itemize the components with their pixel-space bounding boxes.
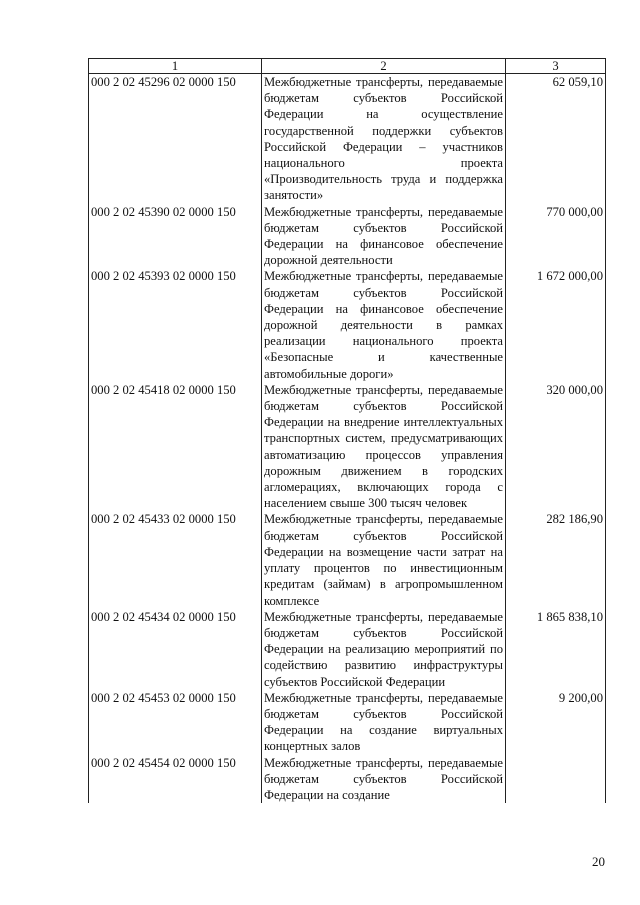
table-row: [89, 609, 606, 690]
transfer-description: Межбюджетные трансферты, передаваемые бюджетам субъектов Российской Федерации на финансовое обеспечение дорожной деятельности: [262, 204, 506, 269]
classification-code: 000 2 02 45454 02 0000 150: [89, 755, 262, 804]
column-header-3: 3: [506, 59, 606, 74]
table-header-row: [89, 59, 606, 74]
classification-code: 000 2 02 45393 02 0000 150: [89, 268, 262, 381]
table-row: [89, 74, 606, 204]
transfer-amount: 282 186,90: [506, 511, 606, 608]
table-row: [89, 204, 606, 269]
table-row: [89, 511, 606, 608]
transfer-amount: 770 000,00: [506, 204, 606, 269]
transfer-description: Межбюджетные трансферты, передаваемые бюджетам субъектов Российской Федерации на реализацию мероприятий по содействию развитию инфраструктуры субъектов Российской Федерации: [262, 609, 506, 690]
classification-code: 000 2 02 45434 02 0000 150: [89, 609, 262, 690]
classification-code: 000 2 02 45453 02 0000 150: [89, 690, 262, 755]
transfer-amount: 320 000,00: [506, 382, 606, 512]
table-row: [89, 755, 606, 804]
classification-code: 000 2 02 45433 02 0000 150: [89, 511, 262, 608]
classification-code: 000 2 02 45418 02 0000 150: [89, 382, 262, 512]
transfer-amount: 9 200,00: [506, 690, 606, 755]
transfer-description: Межбюджетные трансферты, передаваемые бюджетам субъектов Российской Федерации на возмещение части затрат на уплату процентов по инвестиционным кредитам (займам) в агропромышленном комплексе: [262, 511, 506, 608]
column-header-2: 2: [262, 59, 506, 74]
classification-code: 000 2 02 45296 02 0000 150: [89, 74, 262, 204]
table-row: [89, 382, 606, 512]
table-row: [89, 690, 606, 755]
transfer-description: Межбюджетные трансферты, передаваемые бюджетам субъектов Российской Федерации на осуществление государственной поддержки субъектов Российской Федерации – участников национального проекта «Производительность труда и поддержка занятости»: [262, 74, 506, 204]
column-header-1: 1: [89, 59, 262, 74]
table-row: [89, 268, 606, 381]
transfer-amount: 1 865 838,10: [506, 609, 606, 690]
transfer-amount: 62 059,10: [506, 74, 606, 204]
page-number: 20: [592, 854, 605, 869]
transfer-description: Межбюджетные трансферты, передаваемые бюджетам субъектов Российской Федерации на создание: [262, 755, 506, 804]
classification-code: 000 2 02 45390 02 0000 150: [89, 204, 262, 269]
transfer-description: Межбюджетные трансферты, передаваемые бюджетам субъектов Российской Федерации на финансовое обеспечение дорожной деятельности в рамках реализации национального проекта «Безопасные и качественные автомобильные дороги»: [262, 268, 506, 381]
transfer-description: Межбюджетные трансферты, передаваемые бюджетам субъектов Российской Федерации на создание виртуальных концертных залов: [262, 690, 506, 755]
transfer-amount: 1 672 000,00: [506, 268, 606, 381]
transfer-description: Межбюджетные трансферты, передаваемые бюджетам субъектов Российской Федерации на внедрение интеллектуальных транспортных систем, предусматривающих автоматизацию процессов управления дорожным движением в городских агломерациях, включающих города с населением свыше 300 тысяч человек: [262, 382, 506, 512]
budget-table: [88, 58, 606, 803]
transfer-amount: [506, 755, 606, 804]
